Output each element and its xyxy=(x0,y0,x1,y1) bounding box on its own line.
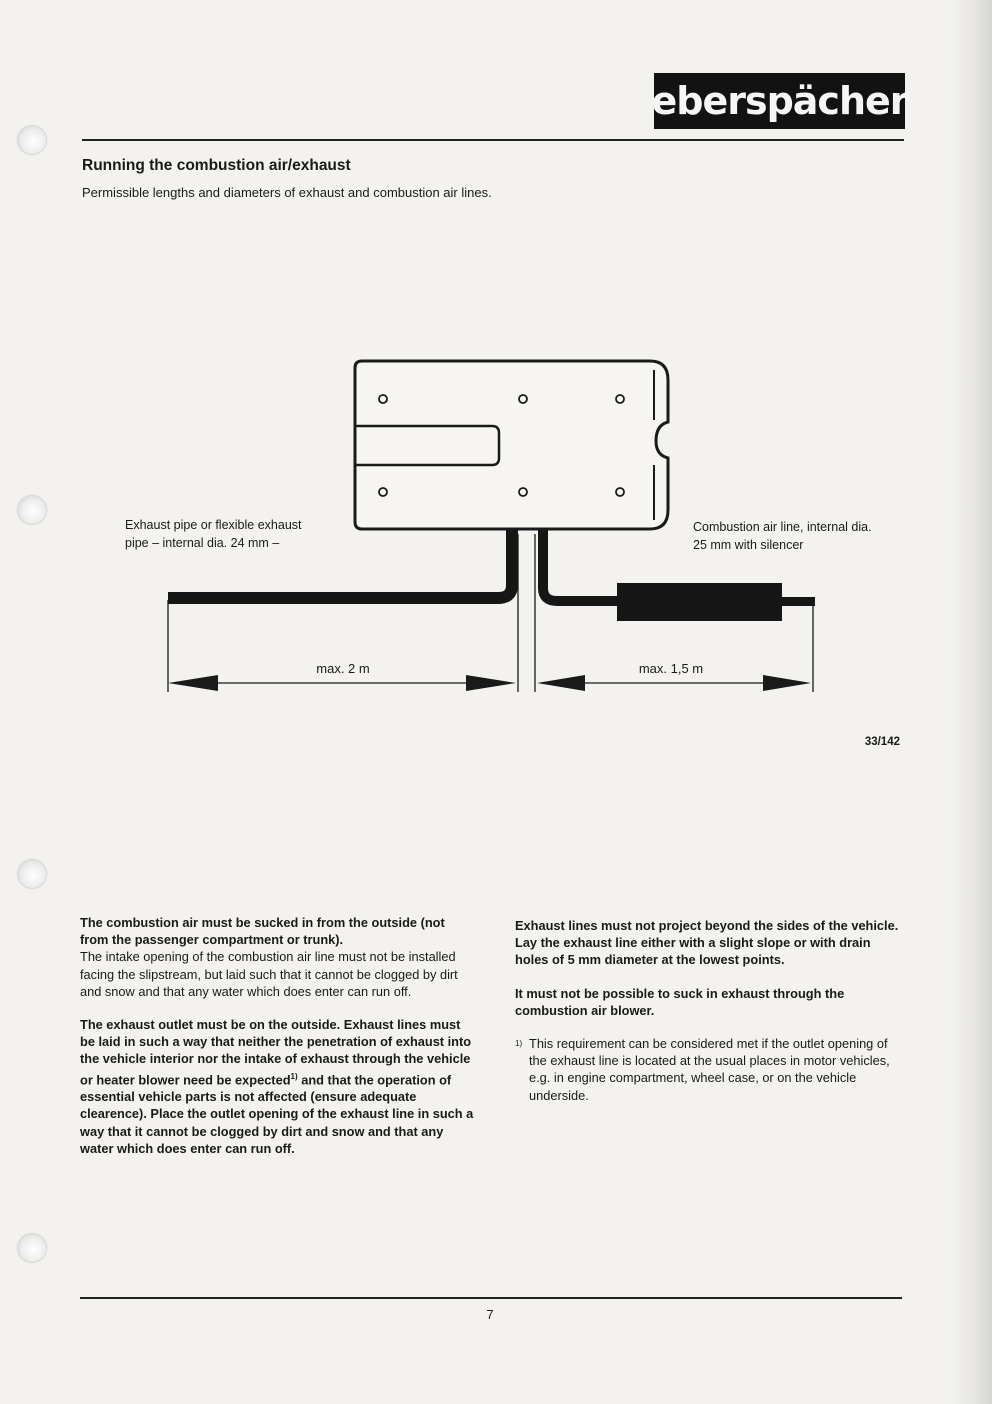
section-subtitle: Permissible lengths and diameters of exhaust and combustion air lines. xyxy=(82,185,492,200)
suction-warning-paragraph: It must not be possible to suck in exhaust through the combustion air blower. xyxy=(515,985,845,1018)
page-number: 7 xyxy=(486,1307,494,1322)
footnote xyxy=(515,1035,901,1104)
air-label-line2: 25 mm with silencer xyxy=(693,538,804,552)
exhaust-lines-paragraph: Exhaust lines must not project beyond the sides of the vehicle. Lay the exhaust line either with a slight slope or with drain holes of 5 mm diameter at the lowest points. xyxy=(515,918,899,968)
exhaust-outlet-text-1: The exhaust outlet must be on the outside. Exhaust lines must be laid in such a way that neither the penetration of exhaust into the vehicle interior nor the intake of exhaust through the vehicle or heater blower need be expected xyxy=(80,1017,472,1087)
exhaust-max-length: max. 2 m xyxy=(316,661,370,676)
footnote-text: This requirement can be considered met if the outlet opening of the exhaust line is located at the usual places in motor vehicles, e.g. in engine compartment, wheel case, or on the vehicle underside. xyxy=(529,1036,890,1103)
air-max-length: max. 1,5 m xyxy=(638,661,704,676)
air-intake-end xyxy=(781,597,815,606)
dimension-arrow-head xyxy=(466,675,516,691)
silencer xyxy=(617,583,782,621)
combustion-air-line xyxy=(543,530,618,601)
exhaust-outlet-text-2: and that the operation of essential vehicle parts is not affected (ensure adequate clearence). Place the outlet opening of the exhaust line in such a way that it cannot be clogged by dirt and snow and that any water which does enter can run off. xyxy=(80,1071,474,1156)
footnote-reference: 1) xyxy=(290,1071,298,1081)
footnote-mark: 1) xyxy=(515,1039,523,1049)
dimension-arrow-head xyxy=(168,675,218,691)
footer-rule xyxy=(80,1297,902,1299)
combustion-air-paragraph xyxy=(80,914,474,1000)
intake-opening-text: The intake opening of the combustion air line must not be installed facing the slipstream, but laid such that it cannot be clogged by dirt and snow and that any water which does enter can run off. xyxy=(80,949,458,999)
eberspaecher-logo: eberspächer xyxy=(654,73,905,129)
right-text-column xyxy=(515,917,901,1104)
dimension-arrow-head xyxy=(537,675,585,691)
heater-housing xyxy=(355,361,668,529)
exhaust-label-line1: Exhaust pipe or flexible exhaust xyxy=(125,518,302,532)
left-text-column xyxy=(80,914,474,1173)
exhaust-outlet-paragraph xyxy=(80,1016,474,1157)
section-title: Running the combustion air/exhaust xyxy=(82,157,351,174)
dimension-arrow-head xyxy=(763,675,811,691)
air-label-line1: Combustion air line, internal dia. xyxy=(693,520,872,534)
exhaust-pipe-label xyxy=(125,516,302,552)
figure-number: 33/142 xyxy=(864,736,900,748)
exhaust-label-line2: pipe – internal dia. 24 mm – xyxy=(125,536,280,550)
combustion-air-label xyxy=(693,518,872,554)
combustion-air-rule: The combustion air must be sucked in from the outside (not from the passenger compartment or trunk). xyxy=(80,915,445,948)
